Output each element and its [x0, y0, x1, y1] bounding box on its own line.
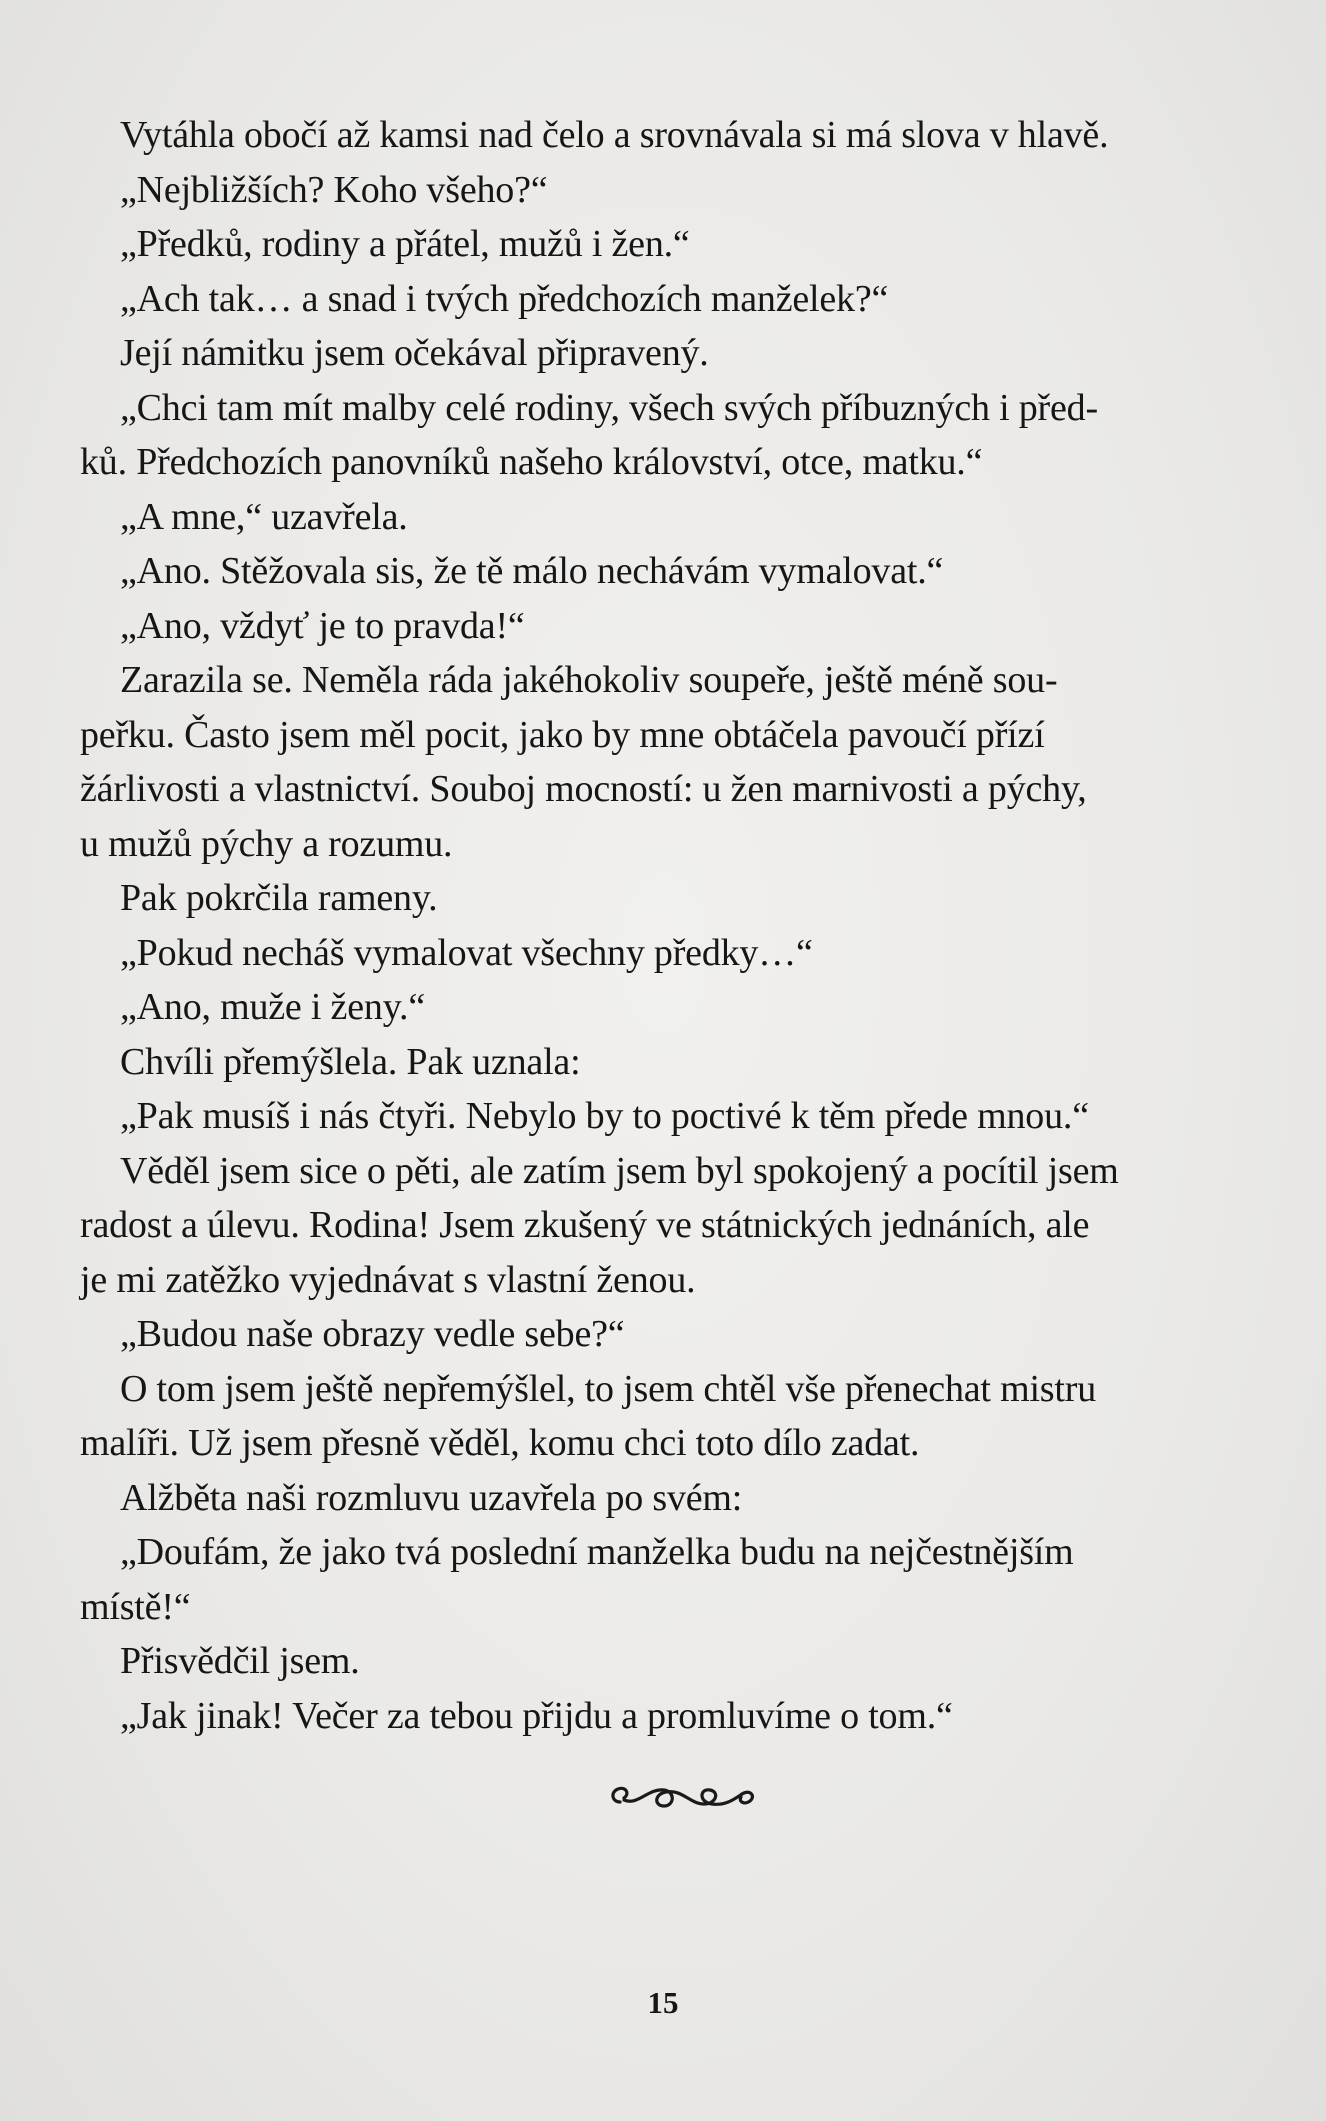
text-line: je mi zatěžko vyjednávat s vlastní ženou.	[80, 1258, 696, 1301]
text-line: Přisvědčil jsem.	[120, 1640, 360, 1682]
text-line: ků. Předchozích panovníků našeho království, otce, matku.“	[80, 441, 983, 483]
text-line: Chvíli přemýšlela. Pak uznala:	[120, 1040, 581, 1083]
text-line: „Jak jinak! Večer za tebou přijdu a promluvíme o tom.“	[120, 1694, 953, 1737]
page-number: 15	[647, 1985, 679, 2020]
text-line: Její námitku jsem očekával připravený.	[120, 332, 709, 374]
text-line: „Doufám, že jako tvá poslední manželka budu na nejčestnějším	[120, 1531, 1074, 1573]
text-line: žárlivosti a vlastnictví. Souboj mocností: u žen marnivosti a pýchy,	[80, 768, 1087, 810]
text-line: peřku. Často jsem měl pocit, jako by mne obtáčela pavoučí přízí	[80, 713, 1045, 756]
text-line: „Nejbližších? Koho všeho?“	[120, 168, 548, 211]
text-line: místě!“	[80, 1585, 191, 1628]
text-line: Vytáhla obočí až kamsi nad čelo a srovnávala si má slova v hlavě.	[120, 114, 1109, 156]
text-line: „Pak musíš i nás čtyři. Nebylo by to poctivé k těm přede mnou.“	[120, 1095, 1089, 1137]
text-line: „Ach tak… a snad i tvých předchozích manželek?“	[120, 277, 889, 320]
text-line: Zarazila se. Neměla ráda jakéhokoliv soupeře, ještě méně sou-	[120, 659, 1058, 701]
text-line: „Pokud necháš vymalovat všechny předky…“	[120, 931, 813, 974]
text-line: „Ano, muže i ženy.“	[120, 986, 425, 1028]
text-line: „Ano. Stěžovala sis, že tě málo nechávám vymalovat.“	[120, 550, 944, 592]
text-line: Alžběta naši rozmluvu uzavřela po svém:	[120, 1476, 743, 1519]
text-line: u mužů pýchy a rozumu.	[80, 822, 453, 865]
text-line: „Předků, rodiny a přátel, mužů i žen.“	[120, 223, 690, 265]
text-line: O tom jsem ještě nepřemýšlel, to jsem chtěl vše přenechat mistru	[120, 1367, 1096, 1410]
text-line: „Chci tam mít malby celé rodiny, všech svých příbuzných i před-	[120, 386, 1098, 429]
swirl-ornament-icon	[608, 1780, 758, 1814]
text-line: Pak pokrčila rameny.	[120, 877, 438, 919]
text-line: „A mne,“ uzavřela.	[120, 495, 408, 538]
text-line: radost a úlevu. Rodina! Jsem zkušený ve státnických jednáních, ale	[80, 1204, 1090, 1246]
text-line: malíři. Už jsem přesně věděl, komu chci toto dílo zadat.	[80, 1422, 920, 1464]
text-line: „Ano, vždyť je to pravda!“	[120, 604, 525, 647]
text-line: „Budou naše obrazy vedle sebe?“	[120, 1313, 625, 1355]
text-line: Věděl jsem sice o pěti, ale zatím jsem byl spokojený a pocítil jsem	[120, 1149, 1119, 1192]
